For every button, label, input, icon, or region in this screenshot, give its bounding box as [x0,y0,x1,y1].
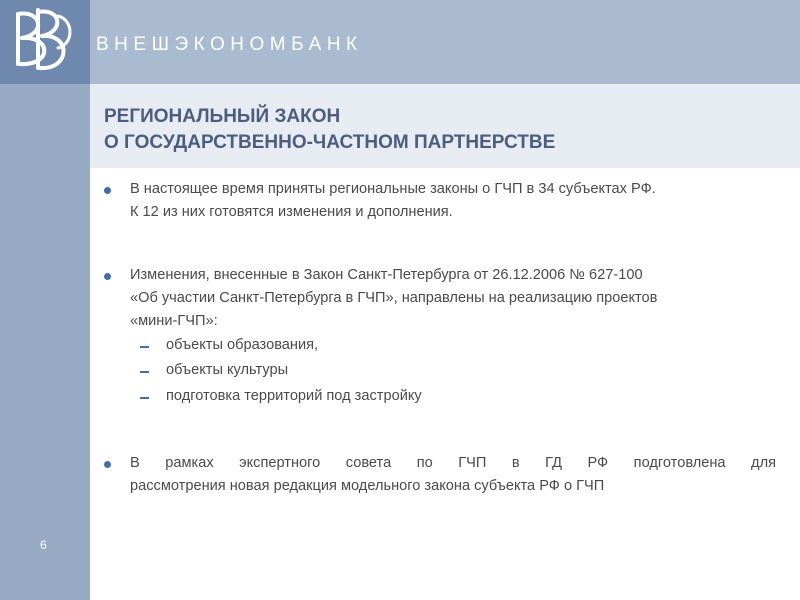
content-area [90,168,800,600]
veb-monogram-logo-icon [8,4,82,80]
bullet-text [130,452,776,498]
bullet-text [130,264,776,333]
bullet-dot-icon [104,273,111,280]
bullet-line: Изменения, внесенные в Закон Санкт-Петербурга от 26.12.2006 № 627-100 [130,267,643,283]
slide-title-line2: О ГОСУДАРСТВЕННО-ЧАСТНОМ ПАРТНЕРСТВЕ [104,132,556,153]
bullet-line: «Об участии Санкт-Петербурга в ГЧП», направлены на реализацию проектов [130,290,658,306]
slide-title [104,104,784,156]
bullet-line: В рамках экспертного совета по ГЧП в ГД РФ подготовлена для [130,455,776,471]
sub-item [140,334,318,357]
slide-title-line1: РЕГИОНАЛЬНЫЙ ЗАКОН [104,106,341,127]
bullet-text [130,178,776,224]
left-sidebar-band [0,0,90,600]
sub-item-text: подготовка территорий под застройку [166,388,422,404]
bullet-line: «мини-ГЧП»: [130,313,218,329]
sub-item [140,385,422,408]
bullet-line: К 12 из них готовятся изменения и дополнения. [130,204,453,220]
bullet-item [104,452,776,498]
bank-name: ВНЕШЭКОНОМБАНК [96,34,363,55]
logo-area [0,0,90,84]
dash-icon [140,346,149,348]
bullet-item [104,178,776,224]
dash-icon [140,397,149,399]
sub-item-text: объекты культуры [166,362,289,378]
sub-item-text: объекты образования, [166,337,319,353]
bullet-dot-icon [104,461,111,468]
page-number: 6 [40,538,47,552]
sub-item [140,359,288,382]
bullet-dot-icon [104,187,111,194]
bullet-item [104,264,776,333]
bullet-line: рассмотрения новая редакция модельного закона субъекта РФ о ГЧП [130,478,605,494]
bullet-line: В настоящее время приняты региональные законы о ГЧП в 34 субъектах РФ. [130,181,656,197]
dash-icon [140,371,149,373]
